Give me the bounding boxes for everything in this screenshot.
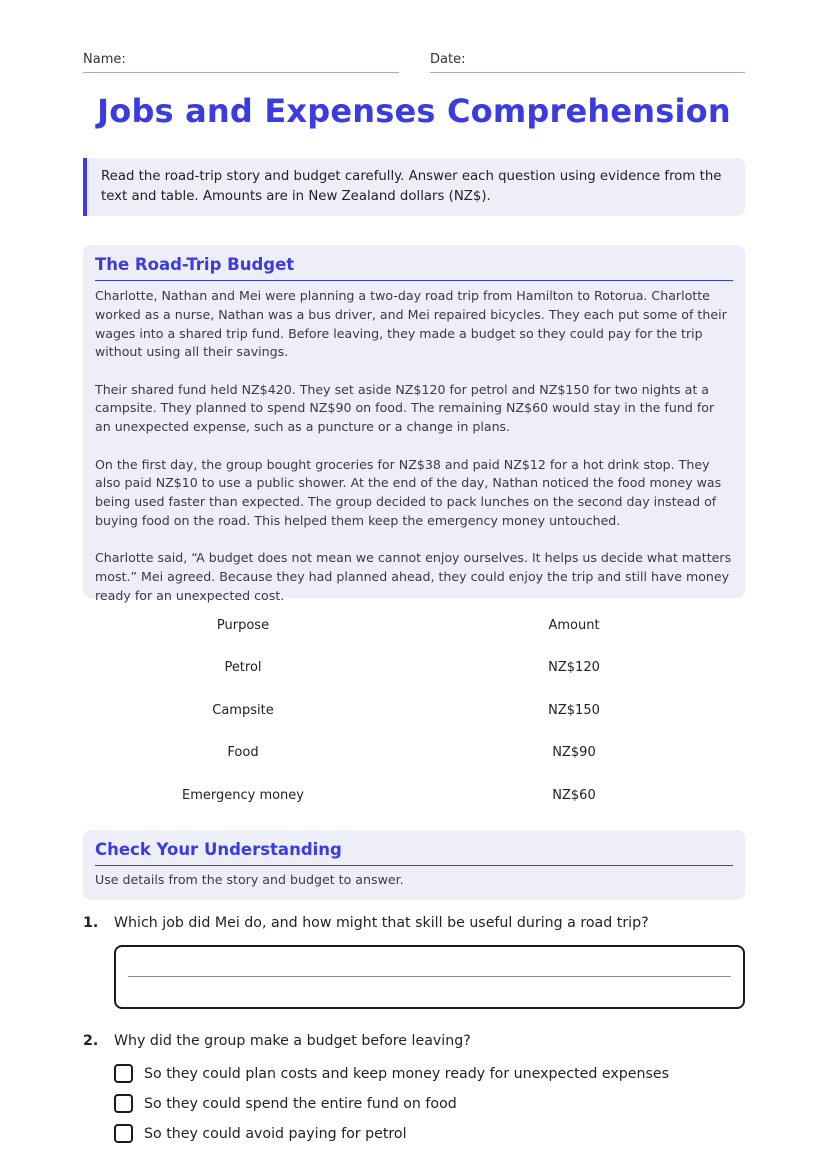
- table-cell-amount: NZ$150: [548, 702, 600, 718]
- question-2: [83, 1033, 471, 1049]
- table-cell-amount: NZ$90: [552, 745, 596, 761]
- table-row: [83, 774, 745, 817]
- table-row: [83, 732, 745, 775]
- story-paragraph: Their shared fund held NZ$420. They set aside NZ$120 for petrol and NZ$150 for two nights at a campsite. They planned to spend NZ$90 on food. The remaining NZ$60 would stay in the fund for an unexpected expense, such as a puncture or a change in plans.: [95, 381, 715, 435]
- table-cell-amount: NZ$60: [552, 787, 596, 803]
- story-paragraph: On the first day, the group bought groceries for NZ$38 and paid NZ$12 for a hot drink stop. They also paid NZ$10 to use a public shower. At the end of the day, Nathan noticed the food money was being used faster than expected. The group decided to pack lunches on the second day instead of buying food on the road. This helped them keep the emergency money untouched.: [95, 456, 722, 528]
- column-header-purpose: Purpose: [216, 617, 270, 633]
- date-label: Date:: [430, 52, 466, 67]
- page-title: Jobs and Expenses Comprehension: [97, 92, 731, 130]
- question-number: 1.: [83, 915, 99, 931]
- option-label: So they could plan costs and keep money ready for unexpected expenses: [144, 1065, 669, 1082]
- story-heading: The Road-Trip Budget: [95, 255, 733, 281]
- table-cell-amount: NZ$120: [548, 660, 600, 676]
- answer-box-1[interactable]: [114, 945, 745, 1009]
- table-row: [83, 689, 745, 732]
- checkbox[interactable]: [114, 1064, 133, 1083]
- name-line[interactable]: [83, 72, 399, 73]
- option-c[interactable]: [114, 1124, 407, 1143]
- option-label: So they could spend the entire fund on food: [144, 1095, 457, 1112]
- check-heading: Check Your Understanding: [95, 840, 733, 866]
- option-label: So they could avoid paying for petrol: [144, 1125, 407, 1142]
- story-paragraph: Charlotte said, “A budget does not mean we cannot enjoy ourselves. It helps us decide what matters most.” Mei agreed. Because they had planned ahead, they could enjoy the trip and still have money ready for an unexpected cost.: [95, 550, 732, 603]
- table-cell-purpose: Food: [227, 745, 259, 761]
- table-cell-purpose: Petrol: [224, 660, 262, 676]
- check-subtitle: Use details from the story and budget to answer.: [95, 872, 404, 887]
- answer-line: [128, 976, 731, 977]
- name-label: Name:: [83, 52, 126, 67]
- story-section: [83, 245, 745, 603]
- question-text: Why did the group make a budget before leaving?: [114, 1033, 471, 1049]
- question-1: [83, 915, 649, 931]
- check-understanding-section: [83, 830, 745, 900]
- question-number: 2.: [83, 1033, 99, 1049]
- table-cell-purpose: Emergency money: [181, 787, 304, 803]
- table-cell-purpose: Campsite: [212, 702, 274, 718]
- story-paragraph: Charlotte, Nathan and Mei were planning a two-day road trip from Hamilton to Rotorua. Charlotte worked as a nurse, Nathan was a bus driver, and Mei repaired bicycles. They each put some of their wages into a shared trip fund. Before leaving, they made a budget so they could pay for the trip without using all their savings.: [95, 288, 727, 360]
- checkbox[interactable]: [114, 1124, 133, 1143]
- option-b[interactable]: [114, 1094, 457, 1113]
- instructions-box: Read the road-trip story and budget carefully. Answer each question using evidence from the text and table. Amounts are in New Zealand dollars (NZ$).: [83, 158, 745, 216]
- table-header-row: [83, 604, 745, 647]
- table-row: [83, 647, 745, 690]
- date-line[interactable]: [430, 72, 745, 73]
- option-a[interactable]: [114, 1064, 669, 1083]
- budget-table: [83, 604, 745, 817]
- question-text: Which job did Mei do, and how might that skill be useful during a road trip?: [114, 915, 649, 931]
- checkbox[interactable]: [114, 1094, 133, 1113]
- column-header-amount: Amount: [548, 617, 600, 633]
